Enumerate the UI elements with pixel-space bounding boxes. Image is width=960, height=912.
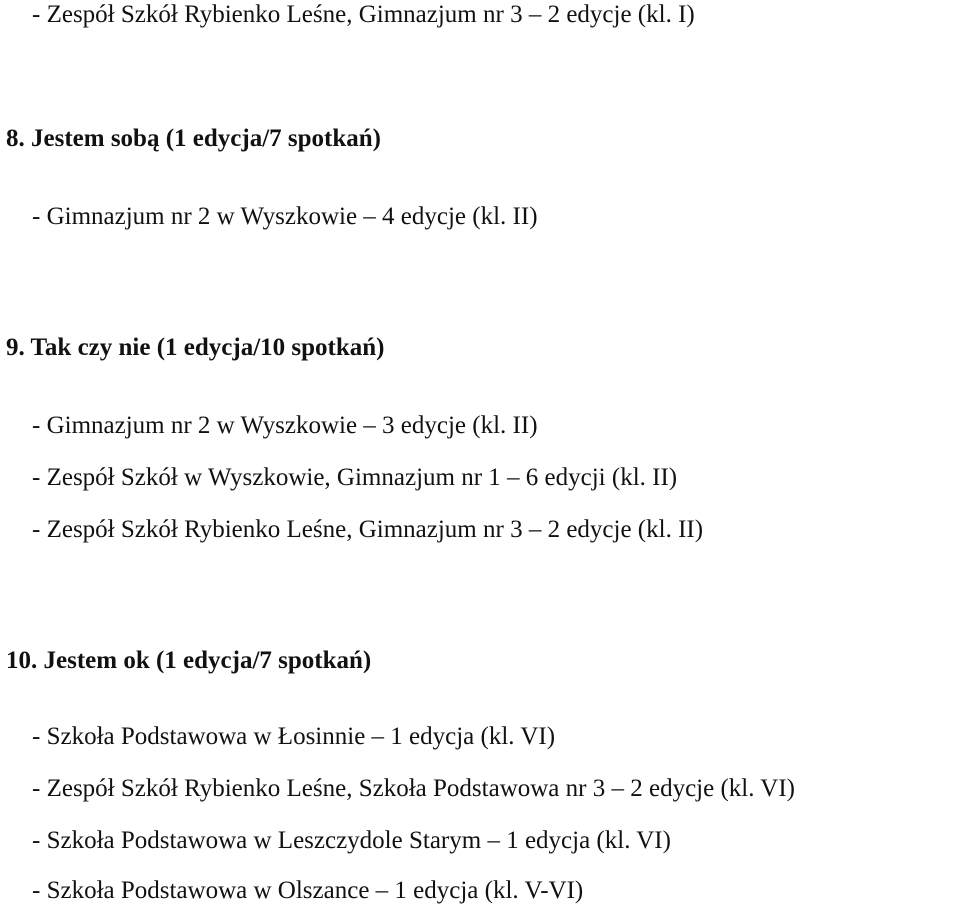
section-heading-8: 8. Jestem sobą (1 edycja/7 spotkań) bbox=[6, 125, 381, 152]
list-item: - Szkoła Podstawowa w Łosinnie – 1 edycja (kl. VI) bbox=[32, 723, 556, 750]
list-item: - Zespół Szkół Rybienko Leśne, Gimnazjum nr 3 – 2 edycje (kl. I) bbox=[32, 1, 695, 28]
section-heading-9: 9. Tak czy nie (1 edycja/10 spotkań) bbox=[6, 334, 385, 361]
list-item: - Gimnazjum nr 2 w Wyszkowie – 4 edycje (kl. II) bbox=[32, 203, 538, 230]
list-item: - Zespół Szkół Rybienko Leśne, Gimnazjum nr 3 – 2 edycje (kl. II) bbox=[32, 516, 704, 543]
list-item: - Szkoła Podstawowa w Olszance – 1 edycja (kl. V-VI) bbox=[32, 877, 584, 904]
list-item: - Gimnazjum nr 2 w Wyszkowie – 3 edycje (kl. II) bbox=[32, 412, 538, 439]
section-heading-10: 10. Jestem ok (1 edycja/7 spotkań) bbox=[6, 647, 372, 674]
list-item: - Szkoła Podstawowa w Leszczydole Starym – 1 edycja (kl. VI) bbox=[32, 827, 671, 854]
list-item: - Zespół Szkół Rybienko Leśne, Szkoła Podstawowa nr 3 – 2 edycje (kl. VI) bbox=[32, 775, 795, 802]
list-item: - Zespół Szkół w Wyszkowie, Gimnazjum nr 1 – 6 edycji (kl. II) bbox=[32, 464, 678, 491]
